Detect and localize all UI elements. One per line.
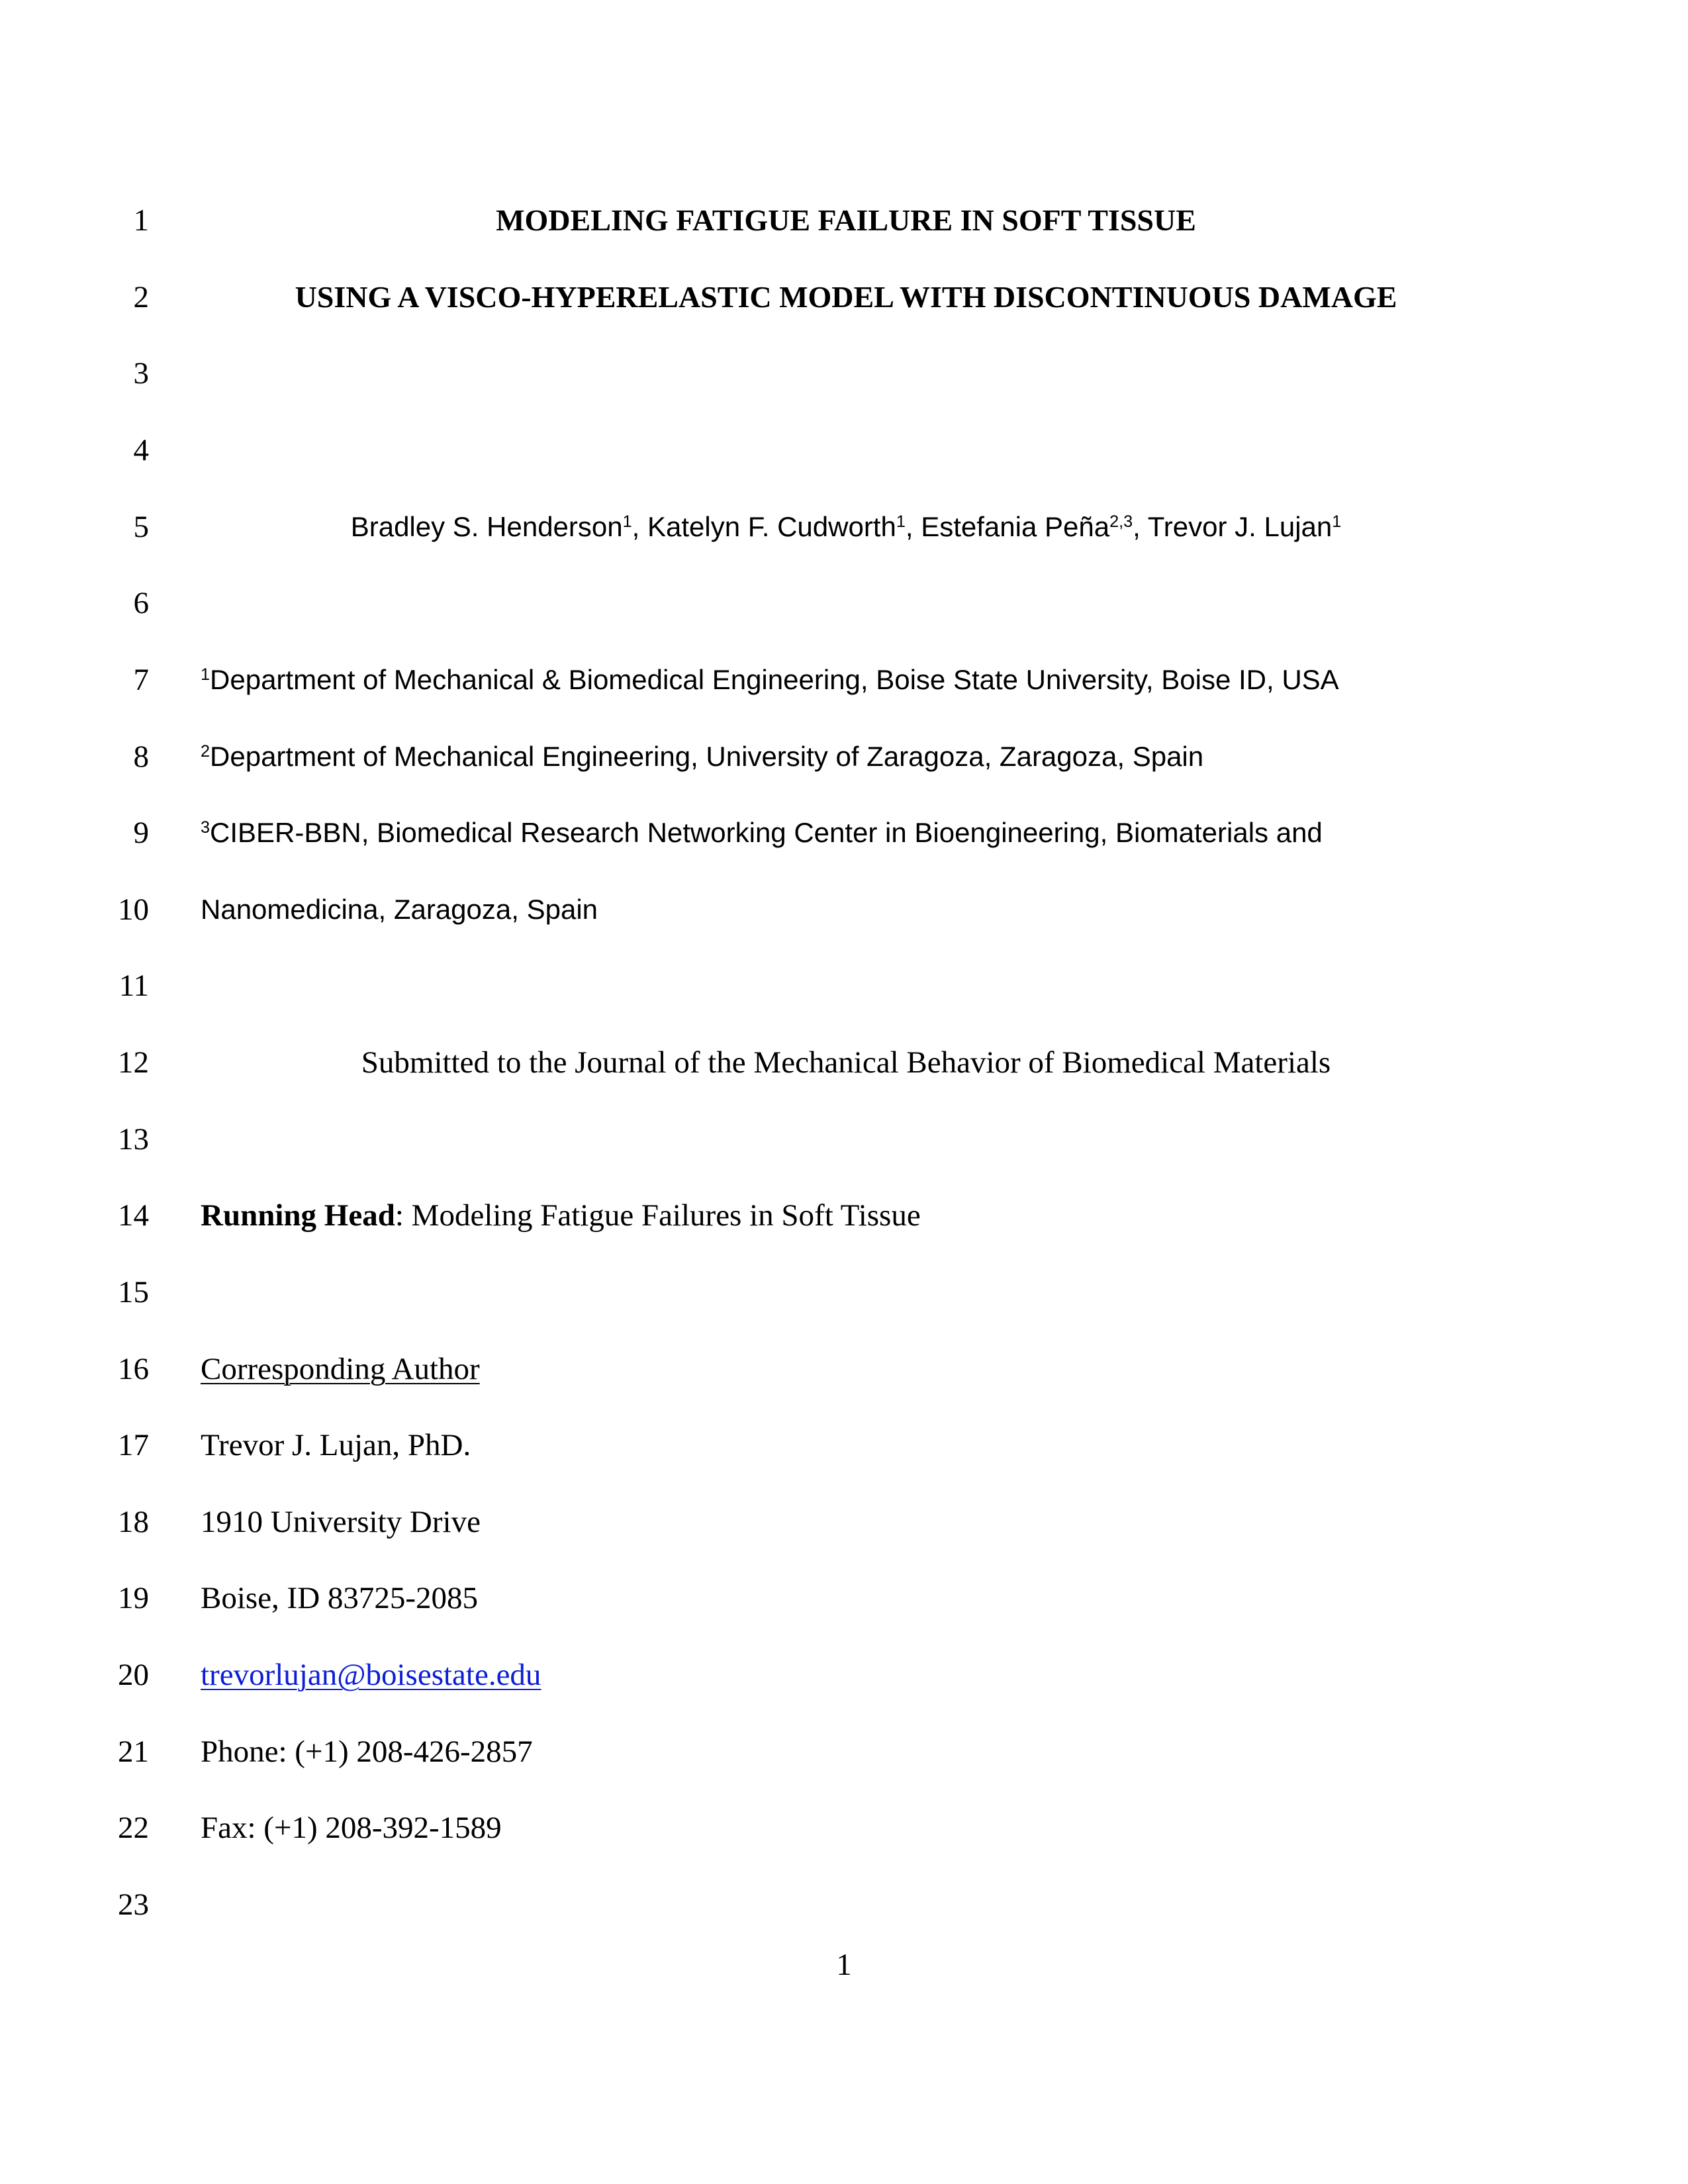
- author-separator: ,: [1133, 511, 1148, 542]
- manuscript-line-4: [0, 412, 1688, 489]
- running-head: [201, 1177, 921, 1254]
- author-affiliation-mark: 2,3: [1109, 512, 1133, 532]
- affiliation-text: Department of Mechanical Engineering, University of Zaragoza, Zaragoza, Spain: [210, 741, 1204, 772]
- line-number: 5: [133, 510, 149, 544]
- affiliation-2: [201, 718, 1203, 795]
- author-separator: ,: [905, 511, 921, 542]
- manuscript-line-15: [0, 1254, 1688, 1331]
- line-number: 12: [118, 1045, 149, 1080]
- line-number: 17: [118, 1428, 149, 1462]
- submission-statement: Submitted to the Journal of the Mechanical Behavior of Biomedical Materials: [361, 1045, 1331, 1080]
- manuscript-line-7: [0, 641, 1688, 718]
- author-name: Bradley S. Henderson: [350, 511, 623, 542]
- manuscript-line-21: [0, 1713, 1688, 1790]
- manuscript-line-22: [0, 1789, 1688, 1866]
- contact-city: Boise, ID 83725-2085: [201, 1581, 479, 1615]
- manuscript-line-16: [0, 1331, 1688, 1407]
- line-number: 22: [118, 1811, 149, 1845]
- contact-fax: Fax: (+1) 208-392-1589: [201, 1811, 502, 1845]
- manuscript-line-20: [0, 1637, 1688, 1713]
- line-number: 11: [118, 969, 149, 1003]
- manuscript-line-18: [0, 1484, 1688, 1560]
- contact-street: 1910 University Drive: [201, 1505, 481, 1539]
- line-number: 4: [133, 433, 149, 467]
- contact-phone: Phone: (+1) 208-426-2857: [201, 1734, 533, 1769]
- manuscript-line-12: [0, 1024, 1688, 1101]
- author-affiliation-mark: 1: [622, 512, 632, 532]
- author-affiliation-mark: 1: [1332, 512, 1342, 532]
- title-line-2: USING A VISCO-HYPERELASTIC MODEL WITH DISCONTINUOUS DAMAGE: [295, 280, 1397, 314]
- author-name: Katelyn F. Cudworth: [647, 511, 896, 542]
- affiliation-text: Department of Mechanical & Biomedical Engineering, Boise State University, Boise ID, USA: [210, 664, 1339, 695]
- manuscript-line-10: [0, 871, 1688, 948]
- line-number: 14: [118, 1198, 149, 1233]
- line-number: 10: [118, 892, 149, 927]
- manuscript-line-9: [0, 794, 1688, 871]
- author-separator: ,: [632, 511, 647, 542]
- line-number: 3: [133, 356, 149, 391]
- line-number: 19: [118, 1581, 149, 1615]
- manuscript-line-6: [0, 565, 1688, 641]
- manuscript-line-3: [0, 335, 1688, 412]
- affiliation-mark: 3: [201, 818, 211, 837]
- line-number: 16: [118, 1352, 149, 1386]
- line-number: 6: [133, 586, 149, 620]
- line-number: 1: [133, 203, 149, 238]
- affiliation-3: [201, 794, 1323, 871]
- contact-email-link[interactable]: trevorlujan@boisestate.edu: [201, 1658, 541, 1692]
- line-number: 21: [118, 1734, 149, 1769]
- manuscript-line-14: [0, 1177, 1688, 1254]
- line-number: 8: [133, 739, 149, 774]
- line-number: 2: [133, 280, 149, 314]
- manuscript-line-11: [0, 947, 1688, 1024]
- line-number: 9: [133, 816, 149, 850]
- contact-name: Trevor J. Lujan, PhD.: [201, 1428, 471, 1462]
- affiliation-text: CIBER-BBN, Biomedical Research Networking Center in Bioengineering, Biomaterials and: [210, 817, 1323, 848]
- author-affiliation-mark: 1: [896, 512, 906, 532]
- line-number: 18: [118, 1505, 149, 1539]
- manuscript-line-19: [0, 1560, 1688, 1637]
- manuscript-line-13: [0, 1101, 1688, 1178]
- affiliation-1: [201, 641, 1339, 718]
- affiliation-mark: 2: [201, 742, 211, 761]
- page-number: 1: [836, 1948, 852, 1982]
- running-head-label: Running Head: [201, 1198, 395, 1233]
- manuscript-line-5: [0, 489, 1688, 565]
- author-name: Estefania Peña: [921, 511, 1110, 542]
- line-number: 13: [118, 1122, 149, 1157]
- running-head-text: : Modeling Fatigue Failures in Soft Tissue: [395, 1198, 921, 1233]
- title-line-1: MODELING FATIGUE FAILURE IN SOFT TISSUE: [496, 203, 1196, 237]
- line-number: 7: [133, 663, 149, 697]
- line-number: 15: [118, 1275, 149, 1309]
- author-name: Trevor J. Lujan: [1147, 511, 1333, 542]
- corresponding-author-heading: Corresponding Author: [201, 1352, 480, 1386]
- author-list: [201, 489, 1491, 565]
- manuscript-line-1: [0, 182, 1688, 259]
- affiliation-mark: 1: [201, 665, 211, 685]
- manuscript-line-2: [0, 259, 1688, 336]
- manuscript-line-8: [0, 718, 1688, 795]
- affiliation-3-continued: Nanomedicina, Zaragoza, Spain: [201, 894, 598, 925]
- manuscript-line-17: [0, 1407, 1688, 1484]
- line-number: 20: [118, 1658, 149, 1692]
- line-number: 23: [118, 1887, 149, 1922]
